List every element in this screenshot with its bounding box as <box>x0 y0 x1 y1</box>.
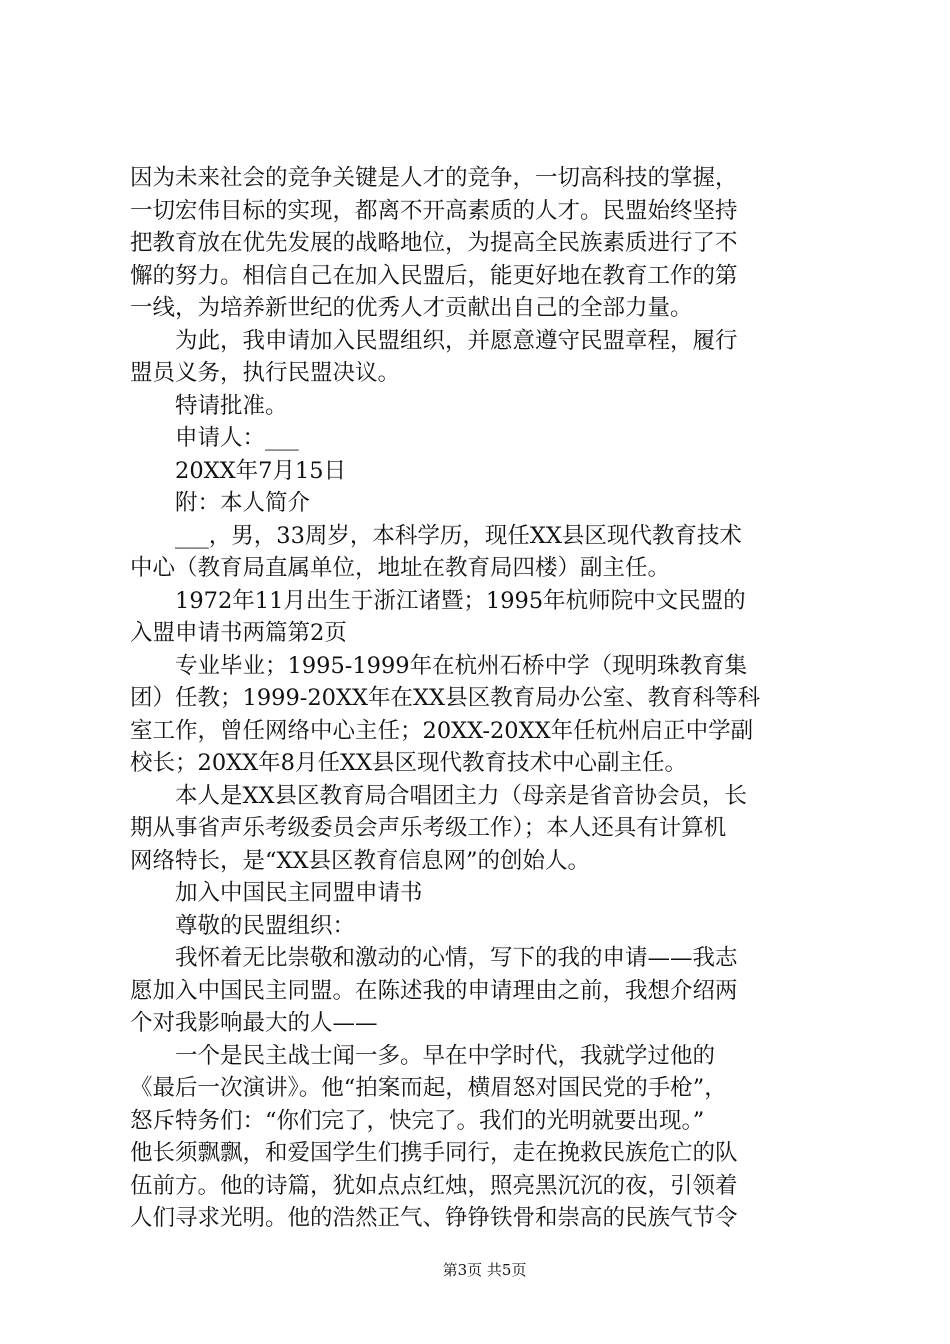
text-line: 伍前方。他的诗篇，犹如点点红烛，照亮黑沉沉的夜，引领着 <box>130 1172 738 1199</box>
text-line: 个对我影响最大的人—— <box>130 1010 378 1036</box>
text-line: ___，男，33周岁，本科学历，现任XX县区现代教育技术 <box>130 522 742 549</box>
text-line: 一个是民主战士闻一多。早在中学时代，我就学过他的 <box>130 1042 716 1069</box>
document-body <box>130 162 830 1235</box>
page-footer <box>0 1240 950 1300</box>
text-line: 附：本人简介 <box>130 490 311 516</box>
text-line: 1972年11月出生于浙江诸暨；1995年杭师院中文民盟的 <box>130 587 746 614</box>
text-line: 本人是XX县区教育局合唱团主力（母亲是省音协会员，长 <box>130 782 748 809</box>
text-line: 入盟申请书两篇第2页 <box>130 620 347 646</box>
text-line: 愿加入中国民主同盟。在陈述我的申请理由之前，我想介绍两 <box>130 977 738 1004</box>
text-line: 人们寻求光明。他的浩然正气、铮铮铁骨和崇高的民族气节令 <box>130 1205 738 1231</box>
text-line: 团）任教；1999-20XX年在XX县区教育局办公室、教育科等科 <box>130 685 761 711</box>
text-line: 他长须飘飘，和爱国学生们携手同行，走在挽救民族危亡的队 <box>130 1140 738 1166</box>
text-line: 20XX年7月15日 <box>130 457 347 484</box>
text-line: 《最后一次演讲》。他“拍案而起，横眉怒对国民党的手枪”， <box>130 1075 727 1101</box>
text-line: 网络特长，是“XX县区教育信息网”的创始人。 <box>130 847 591 874</box>
text-line: 把教育放在优先发展的战略地位，为提高全民族素质进行了不 <box>130 230 738 256</box>
text-line: 中心（教育局直属单位，地址在教育局四楼）副主任。 <box>130 555 671 581</box>
text-line: 尊敬的民盟组织： <box>130 912 356 939</box>
text-line: 盟员义务，执行民盟决议。 <box>130 360 401 386</box>
text-line: 一切宏伟目标的实现，都离不开高素质的人才。民盟始终坚持 <box>130 197 738 224</box>
page-indicator: 第3页 共5页 <box>442 1261 527 1279</box>
text-line: 加入中国民主同盟申请书 <box>130 880 423 906</box>
text-line: 申请人：___ <box>130 425 299 451</box>
text-line: 一线，为培养新世纪的优秀人才贡献出自己的全部力量。 <box>130 295 693 321</box>
text-line: 我怀着无比崇敬和激动的心情，写下的我的申请——我志 <box>130 945 738 971</box>
text-line: 为此，我申请加入民盟组织，并愿意遵守民盟章程，履行 <box>130 327 738 354</box>
text-line: 校长；20XX年8月任XX县区现代教育技术中心副主任。 <box>130 750 688 776</box>
text-line: 懈的努力。相信自己在加入民盟后，能更好地在教育工作的第 <box>130 262 738 289</box>
text-line: 专业毕业；1995-1999年在杭州石桥中学（现明珠教育集 <box>130 652 748 679</box>
text-line: 怒斥特务们：“你们完了，快完了。我们的光明就要出现。” <box>130 1107 705 1134</box>
text-line: 特请批准。 <box>130 392 288 419</box>
text-line: 因为未来社会的竞争关键是人才的竞争，一切高科技的掌握， <box>130 165 738 191</box>
text-line: 期从事省声乐考级委员会声乐考级工作）；本人还具有计算机 <box>130 815 727 841</box>
text-line: 室工作，曾任网络中心主任；20XX-20XX年任杭州启正中学副 <box>130 717 754 744</box>
